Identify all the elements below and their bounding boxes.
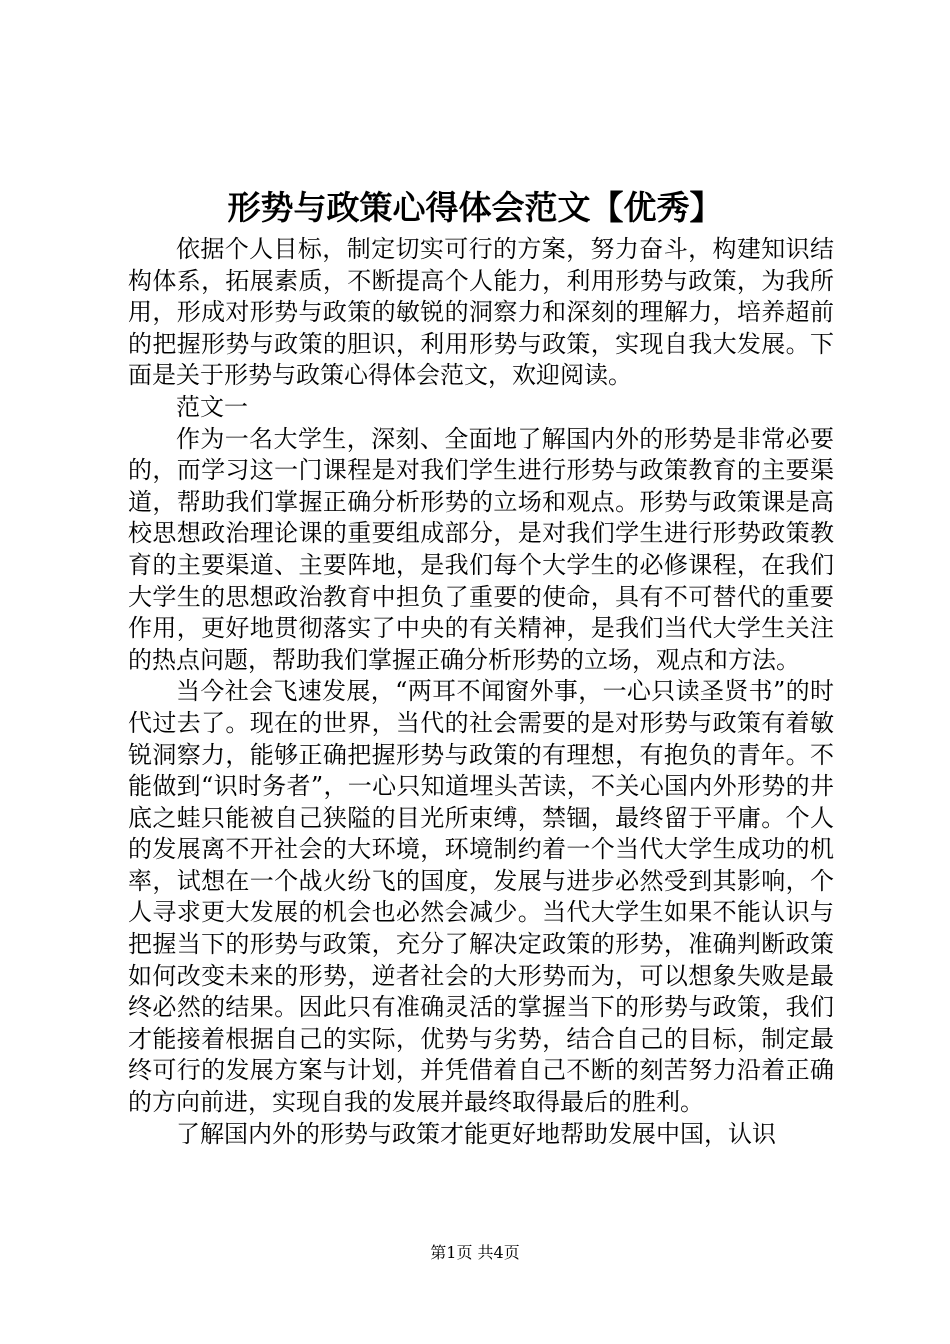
paragraph-body-3: 了解国内外的形势与政策才能更好地帮助发展中国，认识	[176, 1119, 776, 1148]
paragraph-body-1: 作为一名大学生，深刻、全面地了解国内外的形势是非常必要的，而学习这一门课程是对我们学生进行形势与政策教育的主要渠道，帮助我们掌握正确分析形势的立场和观点。形势与政策课是高校思想政治理论课的重要组成部分，是对我们学生进行形势政策教育的主要渠道、主要阵地，是我们每个大学生的必修课程，在我们大学生的思想政治教育中担负了重要的使命，具有不可替代的重要作用，更好地贯彻落实了中央的有关精神，是我们当代大学生关注的热点问题，帮助我们掌握正确分析形势的立场，观点和方法。	[128, 424, 834, 674]
page-footer: 第1页 共4页	[430, 1243, 520, 1262]
document-body	[128, 234, 834, 1150]
paragraph-intro: 依据个人目标，制定切实可行的方案，努力奋斗，构建知识结构体系，拓展素质，不断提高个人能力，利用形势与政策，为我所用，形成对形势与政策的敏锐的洞察力和深刻的理解力，培养超前的把握形势与政策的胆识，利用形势与政策，实现自我大发展。下面是关于形势与政策心得体会范文，欢迎阅读。	[128, 235, 834, 390]
document-title: 形势与政策心得体会范文【优秀】	[227, 188, 723, 227]
paragraph-body-2: 当今社会飞速发展，“两耳不闻窗外事，一心只读圣贤书”的时代过去了。现在的世界，当代的社会需要的是对形势与政策有着敏锐洞察力，能够正确把握形势与政策的有理想，有抱负的青年。不能做到“识时务者”，一心只知道埋头苦读，不关心国内外形势的井底之蛙只能被自己狭隘的目光所束缚，禁锢，最终留于平庸。个人的发展离不开社会的大环境，环境制约着一个当代大学生成功的机率，试想在一个战火纷飞的国度，发展与进步必然受到其影响，个人寻求更大发展的机会也必然会减少。当代大学生如果不能认识与把握当下的形势与政策，充分了解决定政策的形势，准确判断政策如何改变未来的形势，逆者社会的大形势而为，可以想象失败是最终必然的结果。因此只有准确灵活的掌握当下的形势与政策，我们才能接着根据自己的实际，优势与劣势，结合自己的目标，制定最终可行的发展方案与计划，并凭借着自己不断的刻苦努力沿着正确的方向前进，实现自我的发展并最终取得最后的胜利。	[128, 677, 834, 1117]
section-heading-sample-one: 范文一	[176, 392, 248, 421]
